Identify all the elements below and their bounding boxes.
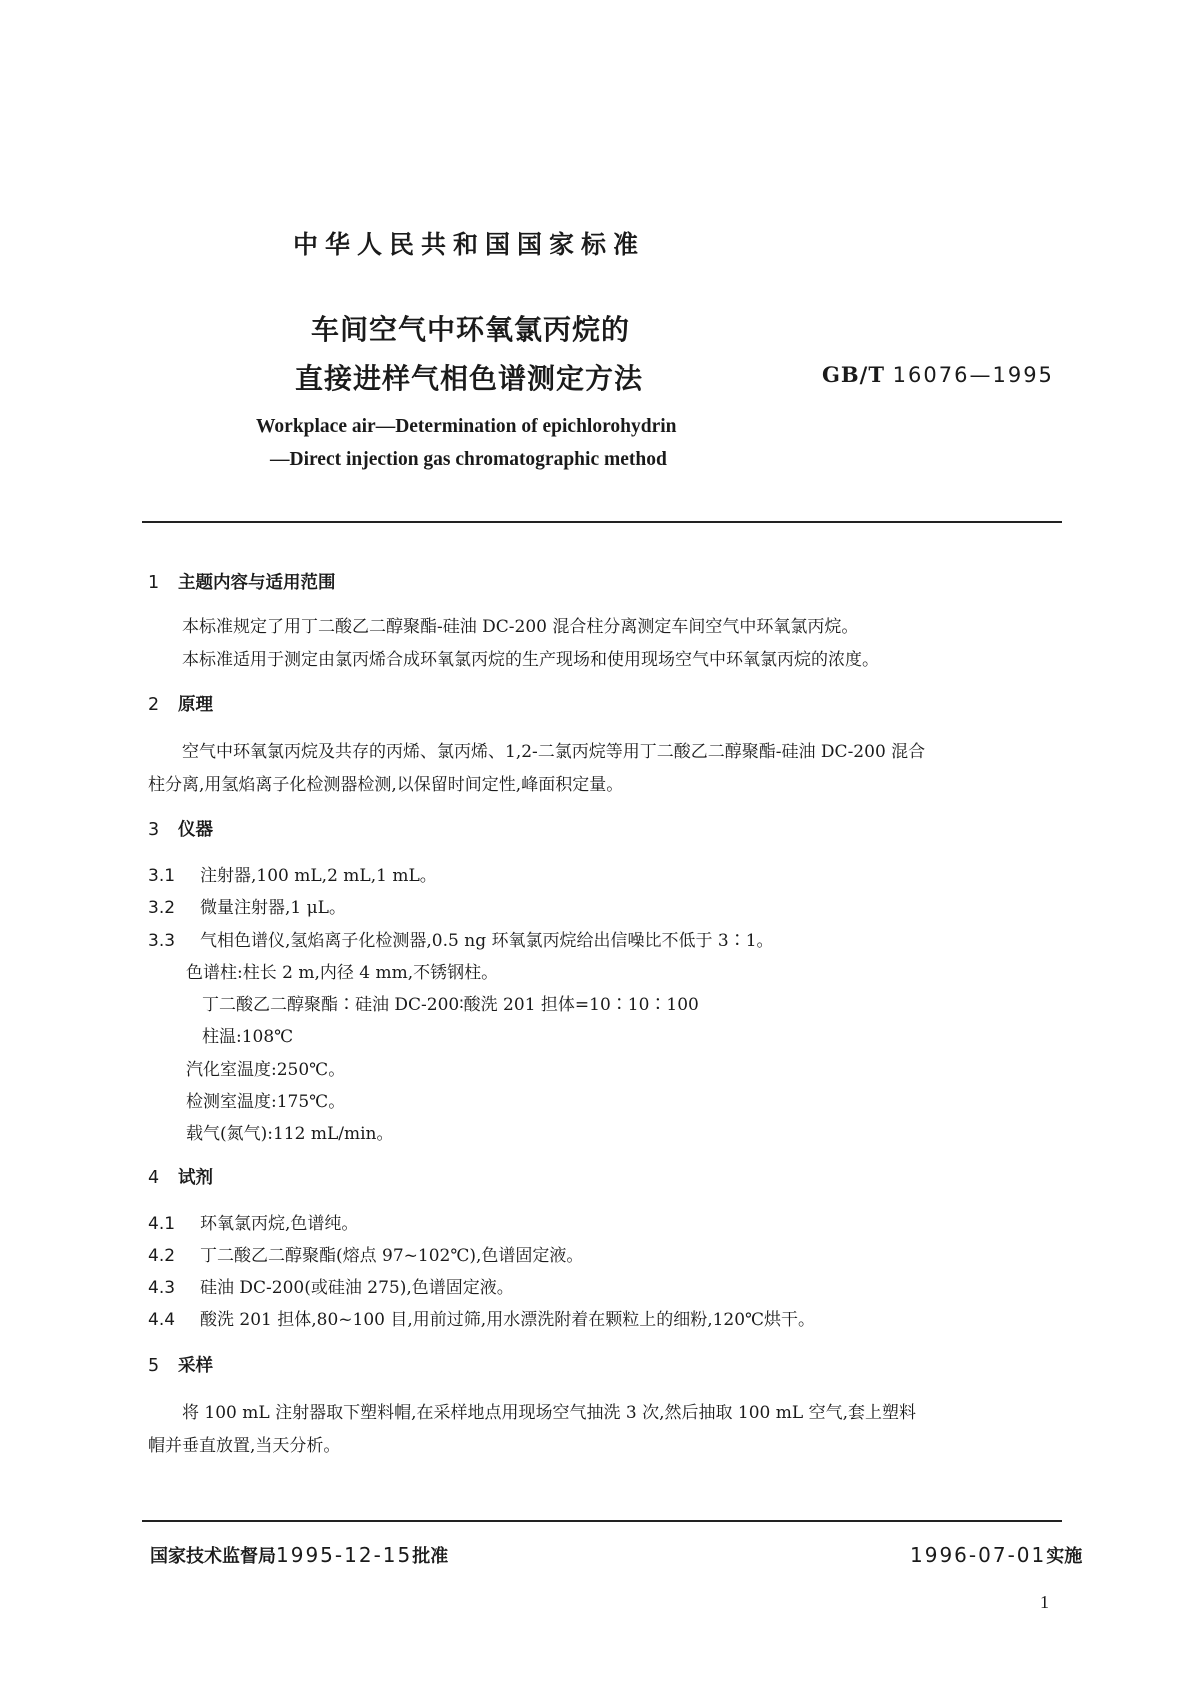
section-3-heading xyxy=(148,816,213,841)
issuing-authority: 国家技术监督局 xyxy=(150,1546,276,1567)
item-text: 酸洗 201 担体,80~100 目,用前过筛,用水漂洗附着在颗粒上的细粉,120℃烘干。 xyxy=(200,1310,816,1330)
item-text: 丁二酸乙二醇聚酯(熔点 97~102℃),色谱固定液。 xyxy=(200,1246,584,1266)
section-4-title: 试剂 xyxy=(178,1168,213,1188)
section-3-title: 仪器 xyxy=(178,820,213,840)
implementation-line xyxy=(910,1542,1082,1568)
header-divider xyxy=(142,521,1062,523)
item-text: 气相色谱仪,氢焰离子化检测器,0.5 ng 环氧氯丙烷给出信噪比不低于 3∶1。 xyxy=(200,931,774,951)
section-2-number: 2 xyxy=(148,695,160,715)
effective-suffix: 实施 xyxy=(1046,1546,1083,1567)
list-item xyxy=(148,926,774,951)
footer-divider xyxy=(142,1520,1062,1522)
section-2-paragraph-line-2: 柱分离,用氢焰离子化检测器检测,以保留时间定性,峰面积定量。 xyxy=(148,775,624,795)
document-title-line-1: 车间空气中环氧氯丙烷的 xyxy=(311,313,631,346)
item-number: 3.3 xyxy=(148,931,176,951)
list-item xyxy=(148,1241,583,1266)
section-4-heading xyxy=(148,1164,213,1189)
list-item xyxy=(148,1305,815,1330)
section-1-paragraph-1: 本标准规定了用丁二酸乙二醇聚酯-硅油 DC-200 混合柱分离测定车间空气中环氧氯丙烷。 xyxy=(182,617,859,637)
page-number: 1 xyxy=(1040,1592,1049,1612)
standard-number: 16076—1995 xyxy=(892,363,1054,387)
section-1-paragraph-2: 本标准适用于测定由氯丙烯合成环氧氯丙烷的生产现场和使用现场空气中环氧氯丙烷的浓度。 xyxy=(182,650,879,670)
section-1-heading xyxy=(148,569,336,594)
section-1-title: 主题内容与适用范围 xyxy=(178,573,336,593)
item-text: 微量注射器,1 μL。 xyxy=(200,898,346,918)
document-title-line-2: 直接进样气相色谱测定方法 xyxy=(295,362,644,395)
issue-date: 1995-12-15 xyxy=(276,1543,413,1567)
item-number: 4.4 xyxy=(148,1310,176,1330)
section-1-number: 1 xyxy=(148,573,160,593)
list-item xyxy=(148,893,346,918)
list-item xyxy=(148,861,437,886)
list-item xyxy=(148,1209,358,1234)
section-2-title: 原理 xyxy=(178,695,213,715)
column-temperature: 柱温:108℃ xyxy=(202,1027,294,1047)
item-text: 环氧氯丙烷,色谱纯。 xyxy=(200,1214,359,1234)
section-5-paragraph-line-2: 帽并垂直放置,当天分析。 xyxy=(148,1436,341,1456)
section-3-number: 3 xyxy=(148,820,160,840)
item-number: 3.1 xyxy=(148,866,176,886)
item-number: 4.1 xyxy=(148,1214,176,1234)
section-5-title: 采样 xyxy=(178,1356,213,1376)
standard-code xyxy=(822,362,1054,387)
item-text: 注射器,100 mL,2 mL,1 mL。 xyxy=(200,866,437,886)
english-title-line-2: —Direct injection gas chromatographic method xyxy=(270,449,667,470)
standard-prefix: GB/T xyxy=(822,362,885,387)
english-title-line-1: Workplace air—Determination of epichlorohydrin xyxy=(256,416,677,437)
section-2-paragraph-line-1: 空气中环氧氯丙烷及共存的丙烯、氯丙烯、1,2-二氯丙烷等用丁二酸乙二醇聚酯-硅油 DC-200 混合 xyxy=(182,742,926,762)
item-number: 3.2 xyxy=(148,898,176,918)
section-5-number: 5 xyxy=(148,1356,160,1376)
item-number: 4.3 xyxy=(148,1278,176,1298)
national-standard-heading: 中华人民共和国国家标准 xyxy=(293,230,646,259)
vaporizer-temperature: 汽化室温度:250℃。 xyxy=(186,1060,346,1080)
detector-temperature: 检测室温度:175℃。 xyxy=(186,1092,346,1112)
section-5-heading xyxy=(148,1352,213,1377)
issue-suffix: 批准 xyxy=(412,1546,449,1567)
section-2-heading xyxy=(148,691,213,716)
carrier-gas: 载气(氮气):112 mL/min。 xyxy=(186,1124,394,1144)
approval-line xyxy=(150,1542,448,1568)
section-5-paragraph-line-1: 将 100 mL 注射器取下塑料帽,在采样地点用现场空气抽洗 3 次,然后抽取 100 mL 空气,套上塑料 xyxy=(182,1403,916,1423)
chromatographic-column: 色谱柱:柱长 2 m,内径 4 mm,不锈钢柱。 xyxy=(186,963,499,983)
section-4-number: 4 xyxy=(148,1168,160,1188)
effective-date: 1996-07-01 xyxy=(910,1543,1047,1567)
item-text: 硅油 DC-200(或硅油 275),色谱固定液。 xyxy=(200,1278,514,1298)
column-packing-ratio: 丁二酸乙二醇聚酯∶硅油 DC-200∶酸洗 201 担体=10∶10∶100 xyxy=(202,995,699,1015)
list-item xyxy=(148,1273,514,1298)
item-number: 4.2 xyxy=(148,1246,176,1266)
